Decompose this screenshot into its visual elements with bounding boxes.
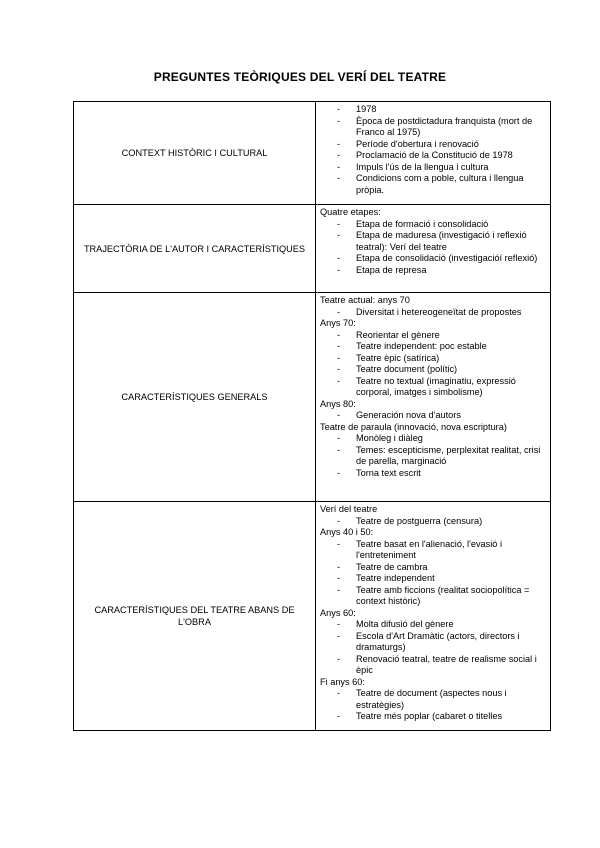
table-row — [74, 205, 551, 293]
row-label: TRAJECTÒRIA DE L'AUTOR I CARACTERÍSTIQUES — [74, 205, 316, 293]
list-item: - Època de postdictadura franquista (mort de Franco al 1975) — [356, 116, 546, 139]
group-heading: Fi anys 60: — [320, 676, 365, 687]
bullet-list — [320, 330, 546, 399]
table-row — [74, 502, 551, 731]
list-item: - Etapa de maduresa (investigació i reflexió teatral): Verí del teatre — [356, 230, 546, 253]
group-heading: Quatre etapes: — [320, 207, 381, 217]
group-heading: Anys 70: — [320, 318, 356, 328]
group-heading: Anys 80: — [320, 398, 356, 409]
list-item: - Generación nova d'autors — [356, 410, 546, 422]
list-item: - Reorientar el gènere — [356, 330, 546, 342]
list-item: - Diversitat i hetereogeneïtat de propostes — [356, 307, 546, 319]
list-item: - Molta difusió del gènere — [356, 619, 546, 631]
document-title: PREGUNTES TEÒRIQUES DEL VERÍ DEL TEATRE — [153, 70, 447, 84]
group-heading: Anys 60: — [320, 607, 356, 618]
list-item: - Impuls l'ús de la llengua i cultura — [356, 162, 546, 174]
group-heading: Verí del teatre — [320, 504, 378, 514]
row-content — [316, 102, 551, 205]
list-item: - Teatre de cambra — [356, 562, 546, 574]
list-item: - Condicions com a poble, cultura i llengua pròpia. — [356, 173, 546, 196]
bullet-list — [320, 516, 546, 528]
bullet-list — [320, 219, 546, 277]
list-item: - Teatre basat en l'alienació, l'evasió i l'entreteniment — [356, 539, 546, 562]
list-item: - Etapa de represa — [356, 265, 546, 277]
group-heading: Anys 40 i 50: — [320, 527, 374, 537]
bullet-list — [320, 104, 546, 196]
list-item: - Teatre no textual (imaginatiu, expressió corporal, imatges i simbolisme) — [356, 376, 546, 399]
list-item: - Renovació teatral, teatre de realisme social i èpic — [356, 654, 546, 677]
bullet-list — [320, 688, 546, 723]
bullet-list — [320, 307, 546, 319]
list-item: - Torna text escrit — [356, 468, 546, 480]
row-label: CONTEXT HISTÒRIC I CULTURAL — [74, 102, 316, 205]
list-item: - Escola d'Art Dramàtic (actors, directors i dramaturgs) — [356, 631, 546, 654]
group-heading: Teatre actual: anys 70 — [320, 295, 410, 305]
list-item: - 1978 — [356, 104, 546, 116]
list-item: - Etapa de consolidació (investigacióí reflexió) — [356, 253, 546, 265]
row-content — [316, 502, 551, 731]
list-item: - Teatre de postguerra (censura) — [356, 516, 546, 528]
list-item: - Monòleg i diàleg — [356, 433, 546, 445]
bullet-list — [320, 539, 546, 608]
group-heading: Teatre de paraula (innovació, nova escriptura) — [320, 421, 507, 432]
bullet-list — [320, 410, 546, 422]
bullet-list — [320, 433, 546, 479]
list-item: - Teatre document (polític) — [356, 364, 546, 376]
questions-table — [73, 101, 551, 731]
row-label: CARACTERÍSTIQUES DEL TEATRE ABANS DE L'OBRA — [74, 502, 316, 731]
list-item: - Temes: escepticisme, perplexitat realitat, crisi de parella, marginació — [356, 445, 546, 468]
list-item: - Període d'obertura i renovació — [356, 139, 546, 151]
bullet-list — [320, 619, 546, 677]
list-item: - Teatre més poplar (cabaret o titelles — [356, 711, 546, 723]
row-content — [316, 205, 551, 293]
list-item: - Teatre independent — [356, 573, 546, 585]
list-item: - Teatre de document (aspectes nous i estratègies) — [356, 688, 546, 711]
table-row — [74, 102, 551, 205]
row-content — [316, 293, 551, 502]
list-item: - Proclamació de la Constitució de 1978 — [356, 150, 546, 162]
row-label: CARACTERÍSTIQUES GENERALS — [74, 293, 316, 502]
list-item: - Etapa de formació i consolidació — [356, 219, 546, 231]
list-item: - Teatre amb ficcions (realitat sociopolítica = context històric) — [356, 585, 546, 608]
table-row — [74, 293, 551, 502]
list-item: - Teatre independent: poc estable — [356, 341, 546, 353]
list-item: - Teatre èpic (satírica) — [356, 353, 546, 365]
